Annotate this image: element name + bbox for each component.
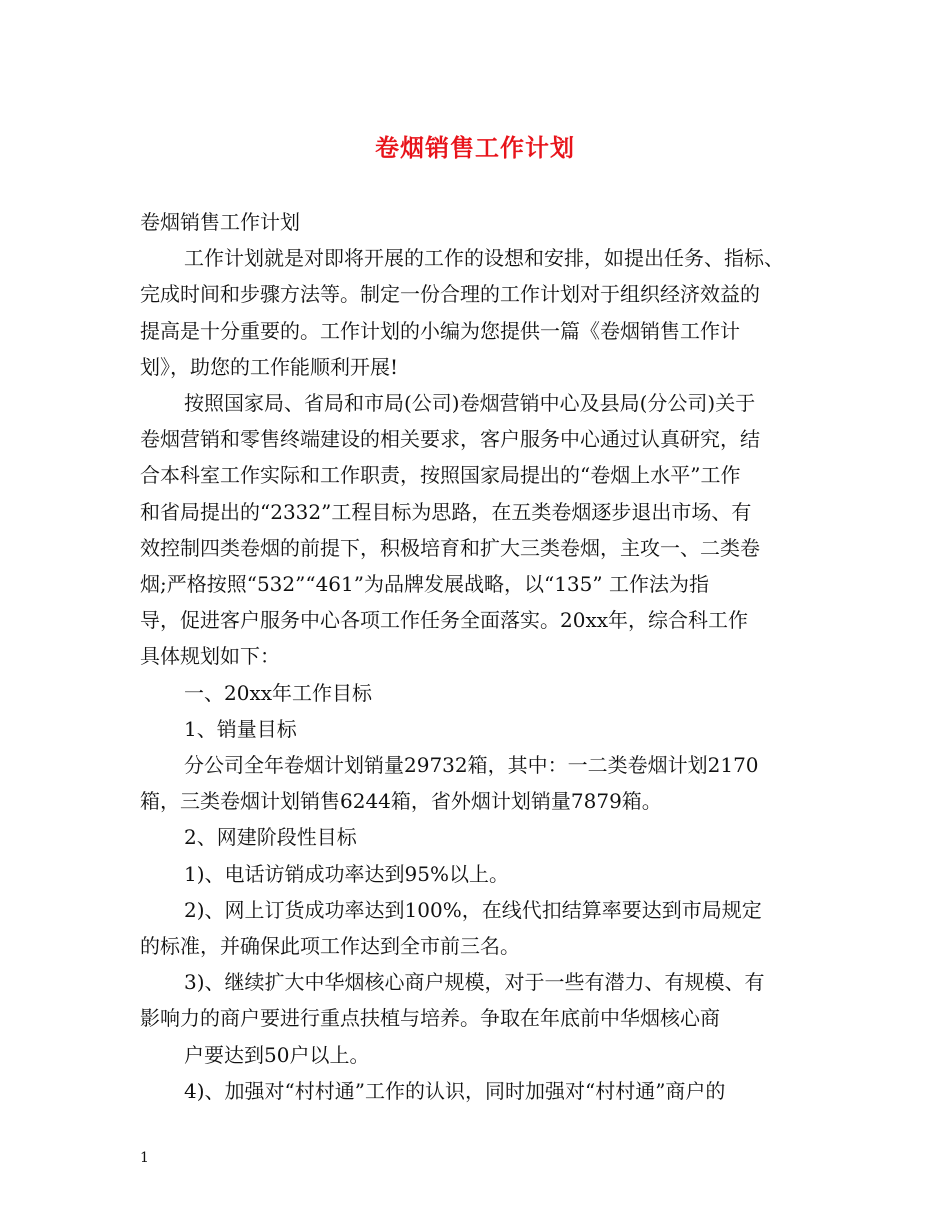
paragraph-line: 具体规划如下：	[140, 644, 280, 669]
paragraph-line: 导，促进客户服务中心各项工作任务全面落实。20xx年，综合科工作	[140, 608, 749, 633]
list-item-line: 2)、网上订货成功率达到100%，在线代扣结算率要达到市局规定	[184, 897, 762, 922]
paragraph-line: 完成时间和步骤方法等。制定一份合理的工作计划对于组织经济效益的	[140, 282, 760, 307]
subsection-heading: 1、销量目标	[184, 716, 297, 741]
paragraph-line: 分公司全年卷烟计划销量29732箱，其中：一二类卷烟计划2170	[184, 753, 759, 778]
list-item-line: 4)、加强对“村村通”工作的认识，同时加强对“村村通”商户的	[184, 1078, 726, 1103]
paragraph-line: 工作计划就是对即将开展的工作的设想和安排，如提出任务、指标、	[184, 246, 784, 271]
paragraph-line: 卷烟营销和零售终端建设的相关要求，客户服务中心通过认真研究，结	[140, 427, 760, 452]
subsection-heading: 2、网建阶段性目标	[184, 825, 357, 850]
paragraph-line: 和省局提出的“2332”工程目标为思路，在五类卷烟逐步退出市场、有	[140, 499, 752, 524]
paragraph-line: 按照国家局、省局和市局(公司)卷烟营销中心及县局(分公司)关于	[184, 391, 756, 416]
paragraph-line: 合本科室工作实际和工作职责，按照国家局提出的“卷烟上水平”工作	[140, 463, 741, 488]
paragraph-line: 效控制四类卷烟的前提下，积极培育和扩大三类卷烟，主攻一、二类卷	[140, 535, 760, 560]
subtitle-line: 卷烟销售工作计划	[140, 210, 300, 234]
paragraph-line: 提高是十分重要的。工作计划的小编为您提供一篇《卷烟销售工作计	[140, 318, 740, 343]
page-number: 1	[140, 1150, 149, 1166]
document-title: 卷烟销售工作计划	[375, 133, 575, 162]
list-item-line: 影响力的商户要进行重点扶植与培养。争取在年底前中华烟核心商	[140, 1006, 720, 1031]
paragraph-line: 箱，三类卷烟计划销售6244箱，省外烟计划销量7879箱。	[140, 789, 662, 814]
list-item-line: 1)、电话访销成功率达到95%以上。	[184, 861, 509, 886]
paragraph-line: 划》，助您的工作能顺利开展!	[140, 354, 399, 379]
document-body	[140, 204, 820, 1109]
paragraph-line: 烟;严格按照“532”“461”为品牌发展战略，以“135” 工作法为指	[140, 572, 709, 597]
list-item-line: 3)、继续扩大中华烟核心商户规模，对于一些有潜力、有规模、有	[184, 970, 765, 995]
section-heading: 一、20xx年工作目标	[184, 680, 373, 705]
list-item-line: 户要达到50户以上。	[184, 1042, 370, 1067]
list-item-line: 的标准，并确保此项工作达到全市前三名。	[140, 934, 520, 959]
